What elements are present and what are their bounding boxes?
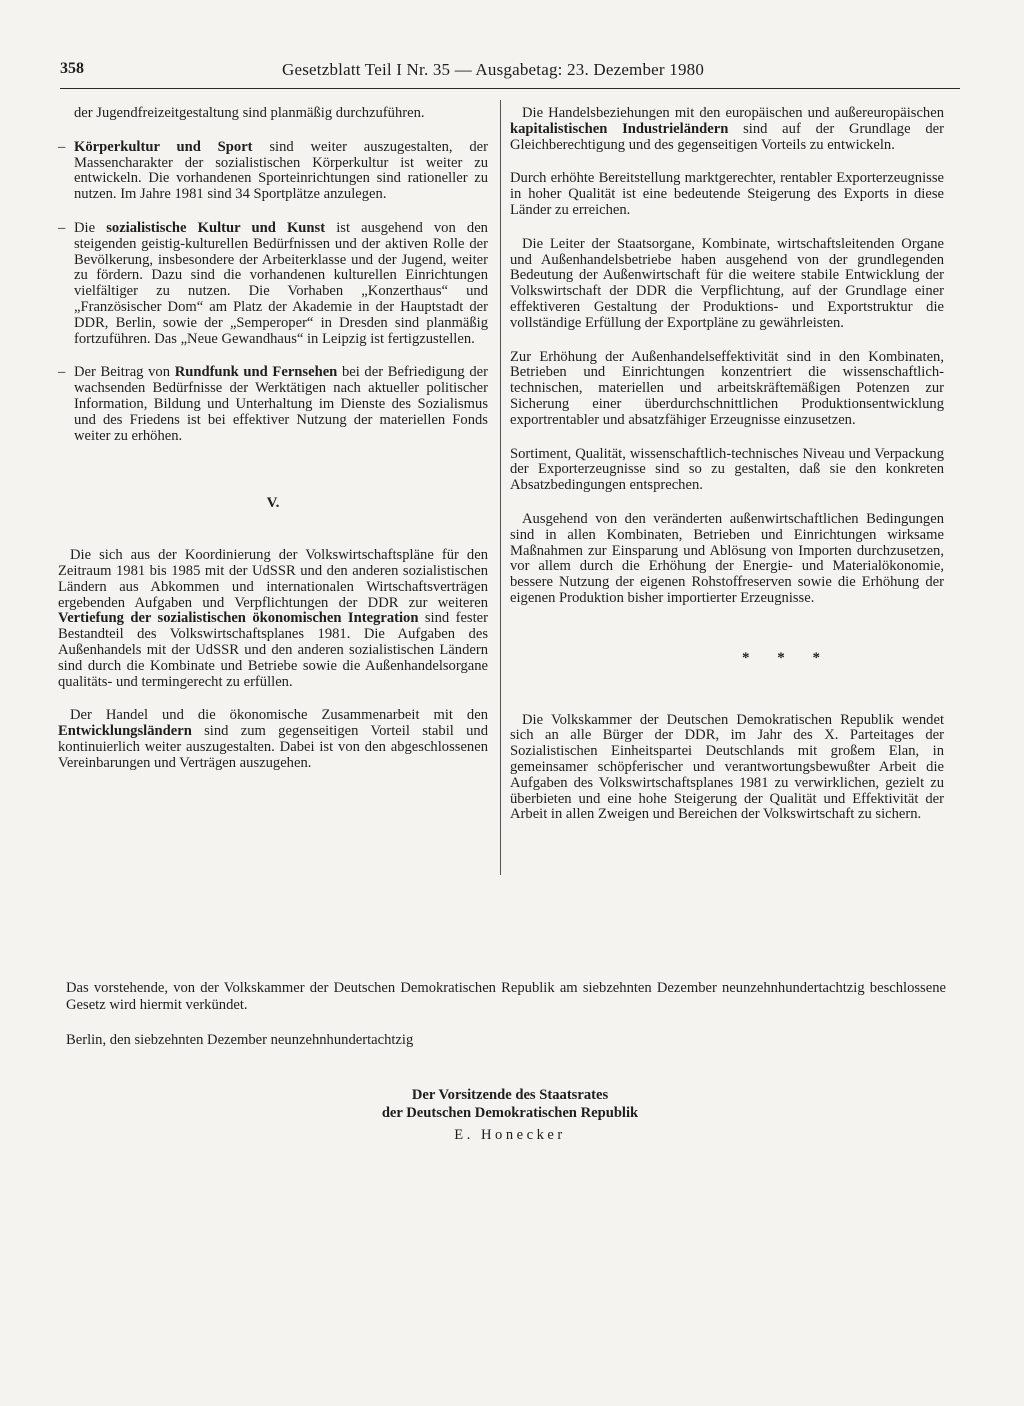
paragraph: Durch erhöhte Bereitstellung marktgerechter, rentabler Exporterzeugnisse in hoher Qualität ist eine bedeutende Steigerung des Exports in diese Länder zu erreichen.	[510, 170, 944, 218]
section-separator-stars: * * *	[742, 649, 832, 666]
paragraph: Der Handel und die ökonomische Zusammenarbeit mit den Entwicklungsländern sind zum gegenseitigen Vorteil stabil und kontinuierlich weiter auszugestalten. Dabei ist von den abgeschlossenen Vereinbarungen und Verträgen auszugehen.	[58, 707, 488, 771]
paragraph: Die Leiter der Staatsorgane, Kombinate, wirtschaftsleitenden Organe und Außenhandelsbetriebe haben ausgehend von der grundlegenden Bedeutung der Außenwirtschaft für die weitere stabile Entwicklung der Volkswirtschaft der DDR die Verpflichtung, auf der Grundlage einer effektiveren Gestaltung der Produktions- und Exportstruktur die vollständige Erfüllung der Exportpläne zu gewährleisten.	[510, 235, 944, 331]
page-number: 358	[60, 60, 84, 77]
paragraph: der Jugendfreizeitgestaltung sind planmäßig durchzuführen.	[74, 105, 425, 121]
left-column	[58, 106, 488, 772]
section-heading: V.	[266, 495, 280, 512]
paragraph: Die sich aus der Koordinierung der Volkswirtschaftspläne für den Zeitraum 1981 bis 1985 mit der UdSSR und den anderen sozialistischen Ländern aus Abkommen und internationalen Wirtschaftsverträgen ergebenden Aufgaben und Verpflichtungen der DDR zur weiteren Vertiefung der sozialistischen ökonomischen Integration sind fester Bestandteil des Volkswirtschaftsplanes 1981. Die Aufgaben des Außenhandels mit der UdSSR und den anderen sozialistischen Ländern sind durch die Kombinate und Betriebe sowie die Außenhandelsorgane qualitäts- und termingerecht zu erfüllen.	[58, 547, 488, 690]
bold-term: Entwicklungsländern	[58, 723, 192, 740]
bold-term: Vertiefung der sozialistischen ökonomischen Integration	[58, 610, 419, 627]
paragraph: Zur Erhöhung der Außenhandelseffektivität sind in den Kombinaten, Betrieben und Einrichtungen konzentriert die wissenschaftlich-technischen, materiellen und arbeitskräftemäßigen Potenzen zur Sicherung einer überdurchschnittlichen Produktionsentwicklung exportrentabler und absatzfähiger Erzeugnisse einzusetzen.	[510, 348, 944, 428]
bold-term: kapitalistischen Industrieländern	[510, 120, 729, 137]
dash-marker: –	[58, 138, 66, 155]
dash-paragraph: – Körperkultur und Sport sind weiter auszugestalten, der Massencharakter der sozialistischen Körperkultur ist weiter zu entwickeln. Die vorhandenen Sporteinrichtungen sind rationeller zu nutzen. Im Jahre 1981 sind 34 Sportplätze anzulegen.	[58, 138, 489, 203]
bold-term: Rundfunk und Fernsehen	[174, 364, 338, 381]
dash-paragraph: – Der Beitrag von Rundfunk und Fernsehen bei der Befriedigung der wachsenden Bedürfnisse der Werktätigen nach aktueller politischer Information, Bildung und Unterhaltung im Dienste des Sozialismus und des Friedens ist bei effektiver Nutzung der materiellen Fonds weiter zu erhöhen.	[58, 364, 488, 444]
bold-term: sozialistische Kultur und Kunst	[106, 219, 326, 236]
right-column	[510, 106, 944, 823]
dash-paragraph: – Die sozialistische Kultur und Kunst ist ausgehend von den steigenden geistig-kulturellen Bedürfnissen und der aktiven Rolle der Bevölkerung, insbesondere der Arbeiterklasse und der Jugend, weiter zu fördern. Dazu sind die vorhandenen kulturellen Einrichtungen vielfältiger zu nutzen. Die Vorhaben „Konzerthaus“ und „Französischer Dom“ am Platz der Akademie in der Hauptstadt der DDR, Berlin, sowie der „Semperoper“ in Dresden sind planmäßig fortzuführen. Das „Neue Gewandhaus“ in Leipzig ist fertigzustellen.	[58, 219, 488, 347]
signature-block	[300, 1087, 720, 1144]
column-divider	[500, 100, 501, 875]
bold-term: Körperkultur und Sport	[74, 138, 253, 155]
paragraph: Die Volkskammer der Deutschen Demokratischen Republik wendet sich an alle Bürger der DDR, im Jahr des X. Parteitages der Sozialistischen Einheitspartei Deutschlands mit großem Elan, in gemeinsamer schöpferischer und verantwortungsbewußter Arbeit die Aufgaben des Volkswirtschaftsplanes 1981 zu verwirklichen, gezielt zu überbieten und eine hohe Steigerung der Qualität und Effektivität der Arbeit in allen Zweigen und Bereichen der Volkswirtschaft zu sichern.	[510, 711, 944, 823]
signatory-title-line2: der Deutschen Demokratischen Republik	[381, 1104, 639, 1121]
header-title: Gesetzblatt Teil I Nr. 35 — Ausgabetag: 23. Dezember 1980	[282, 60, 705, 79]
paragraph: Ausgehend von den veränderten außenwirtschaftlichen Bedingungen sind in allen Kombinaten, Betrieben und Einrichtungen wirksame Maßnahmen zur Einsparung und Ablösung von Importen durchzusetzen, vor allem durch die Erhöhung der Energie- und Materialökonomie, bessere Nutzung der eigenen Rohstoffreserven sowie die Erhöhung der eigenen Produktion bisher importierter Erzeugnisse.	[510, 510, 944, 606]
dash-marker: –	[58, 364, 66, 381]
paragraph: Die Handelsbeziehungen mit den europäischen und außereuropäischen kapitalistischen Industrieländern sind auf der Grundlage der Gleichberechtigung und des gegenseitigen Vorteils zu entwickeln.	[510, 105, 944, 153]
place-date: Berlin, den siebzehnten Dezember neunzehnhundertachtzig	[66, 1032, 414, 1048]
paragraph: Sortiment, Qualität, wissenschaftlich-technisches Niveau und Verpackung der Exporterzeugnisse sind so zu gestalten, daß sie den konkreten Absatzbedingungen entsprechen.	[510, 445, 944, 494]
header-rule	[60, 88, 960, 89]
page-header	[60, 60, 960, 84]
signatory-title-line1: Der Vorsitzende des Staatsrates	[411, 1087, 609, 1103]
promulgation-text: Das vorstehende, von der Volkskammer der Deutschen Demokratischen Republik am siebzehnten Dezember neunzehnhundertachtzig beschlossene Gesetz wird hiermit verkündet.	[66, 980, 946, 1013]
signatory-name: E. Honecker	[454, 1127, 566, 1143]
dash-marker: –	[58, 219, 66, 236]
